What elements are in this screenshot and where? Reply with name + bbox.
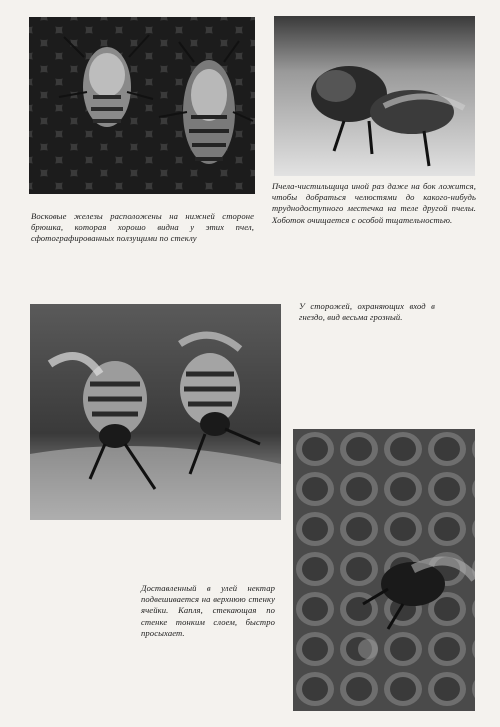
photo-nectar-cell	[293, 429, 475, 711]
caption-guard-bees: У сторожей, охраняющих вход в гнездо, вид весьма грозный.	[299, 301, 435, 323]
caption-cleaner-bee: Пчела-чистильщица иной раз даже на бок ложится, чтобы добраться челюстями до какого-нибудь труднодоступного местечка на теле другой пчелы. Хоботок очищается с особой тщательностью.	[272, 181, 476, 225]
caption-nectar: Доставленный в улей нектар подвешивается на верхнюю стенку ячейки. Капля, стекающая по стенке тонким слоем, быстро просыхает.	[141, 583, 275, 638]
caption-wax-glands: Восковые железы расположены на нижней стороне брюшка, которая хорошо видна у этих пчел, сфотографированных ползущими по стеклу	[31, 211, 254, 244]
photo-wax-glands-bees	[29, 17, 255, 194]
photo-guard-bees	[30, 304, 281, 520]
photo-cleaner-bee	[274, 16, 475, 176]
